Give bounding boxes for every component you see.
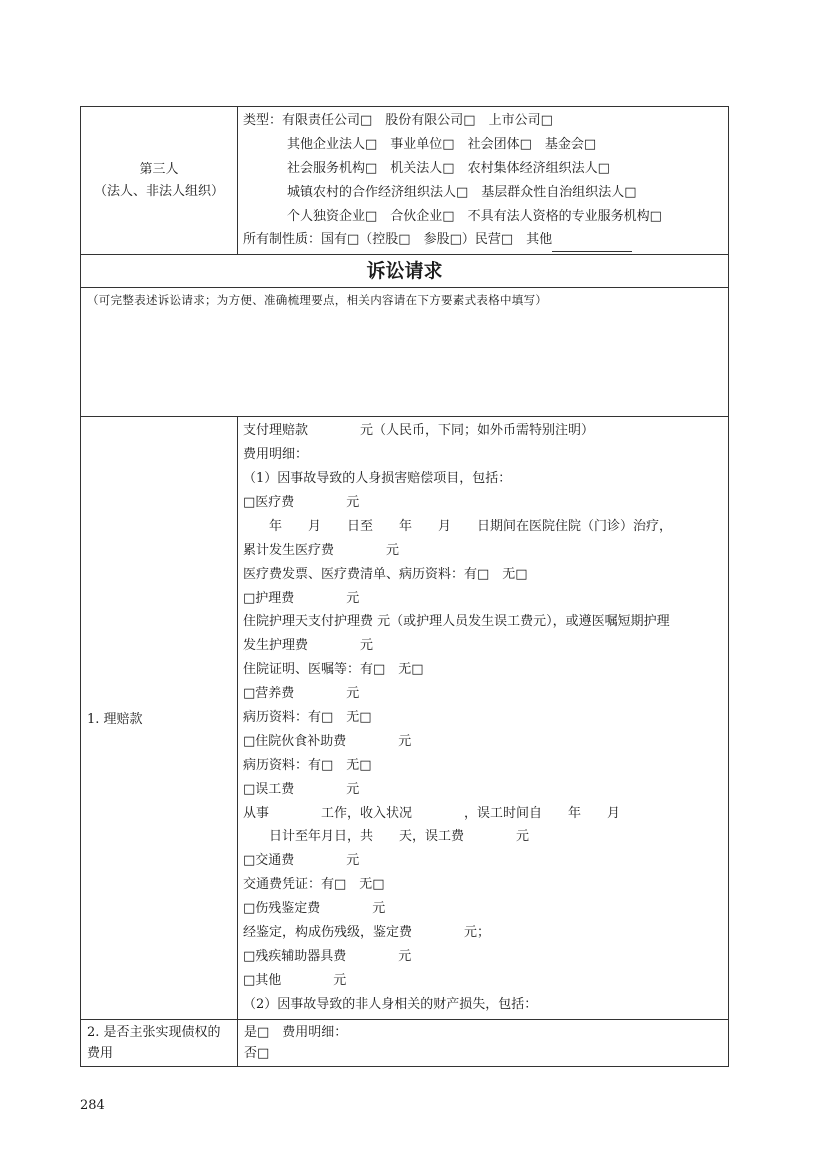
compensation-line[interactable]: □误工费 元 (243, 781, 360, 797)
compensation-line[interactable]: □营养费 元 (243, 686, 360, 702)
compensation-line: 发生护理费 元 (243, 638, 374, 654)
compensation-line[interactable]: □伤残鉴定费 元 (243, 901, 386, 917)
type-line: 个人独资企业□ 合伙企业□ 不具有法人资格的专业服务机构□ (287, 208, 662, 224)
compensation-line: （1）因事故导致的人身损害赔偿项目，包括： (243, 471, 512, 487)
compensation-line[interactable]: □其他 元 (243, 972, 347, 988)
type-line: 其他企业法人□ 事业单位□ 社会团体□ 基金会□ (287, 136, 597, 152)
debt-cost-no[interactable]: 否□ (244, 1045, 270, 1061)
compensation-line: 住院护理天支付护理费 元（或护理人员发生误工费元），或遵医嘱短期护理 (243, 614, 670, 630)
compensation-line[interactable]: 医疗费发票、医疗费清单、病历资料：有□ 无□ (243, 566, 528, 582)
compensation-row (81, 417, 729, 1019)
type-line: 类型：有限责任公司□ 股份有限公司□ 上市公司□ (243, 113, 553, 128)
debt-cost-yes[interactable]: 是□ 费用明细： (244, 1024, 348, 1040)
ownership-text: 所有制性质：国有□（控股□ 参股□）民营□ 其他 (243, 232, 553, 248)
compensation-line[interactable]: 住院证明、医嘱等：有□ 无□ (243, 662, 424, 678)
third-party-type-cell (238, 107, 729, 255)
ownership-other-blank[interactable] (552, 237, 632, 252)
compensation-line: 支付理赔款 元（人民币，下同；如外币需特别注明） (243, 423, 595, 439)
debt-cost-cell (238, 1019, 729, 1066)
compensation-line: 日计至年月日，共 天，误工费 元 (243, 829, 530, 845)
claims-heading-row (81, 255, 729, 288)
claims-heading: 诉讼请求 (81, 255, 729, 288)
compensation-line: 年 月 日至 年 月 日期间在医院住院（门诊）治疗， (243, 518, 673, 534)
compensation-line: 经鉴定，构成伤残级，鉴定费 元； (243, 925, 491, 941)
compensation-line[interactable]: □残疾辅助器具费 元 (243, 948, 412, 964)
claims-note-row (81, 288, 729, 417)
compensation-line: 从事 工作，收入状况 ，误工时间自 年 月 (243, 805, 621, 821)
form-table (80, 106, 729, 1067)
compensation-line[interactable]: □交通费 元 (243, 853, 360, 869)
page-number: 284 (80, 1098, 105, 1113)
compensation-line[interactable]: □护理费 元 (243, 590, 360, 606)
compensation-line[interactable]: 病历资料：有□ 无□ (243, 710, 372, 726)
type-line: 城镇农村的合作经济组织法人□ 基层群众性自治组织法人□ (287, 184, 637, 200)
compensation-line[interactable]: □住院伙食补助费 元 (243, 733, 412, 749)
type-line: 社会服务机构□ 机关法人□ 农村集体经济组织法人□ (287, 160, 610, 176)
debt-cost-label: 2. 是否主张实现债权的费用 (81, 1019, 238, 1066)
compensation-detail-cell (238, 417, 729, 1019)
compensation-line: 累计发生医疗费 元 (243, 542, 400, 558)
third-party-label (81, 107, 238, 255)
third-party-label-line1: 第三人 (139, 161, 179, 177)
compensation-line[interactable]: 病历资料：有□ 无□ (243, 757, 372, 773)
compensation-line: （2）因事故导致的非人身相关的财产损失，包括： (243, 996, 538, 1012)
compensation-label: 1. 理赔款 (81, 417, 238, 1019)
claims-note[interactable]: （可完整表述诉讼请求；为方便、准确梳理要点，相关内容请在下方要素式表格中填写） (81, 288, 729, 417)
debt-cost-row (81, 1019, 729, 1066)
third-party-row (81, 107, 729, 255)
compensation-line[interactable]: 交通费凭证：有□ 无□ (243, 877, 385, 893)
third-party-label-line2: （法人、非法人组织） (93, 183, 224, 199)
compensation-line[interactable]: □医疗费 元 (243, 495, 360, 511)
ownership-line (243, 228, 723, 252)
compensation-line: 费用明细： (243, 447, 309, 463)
